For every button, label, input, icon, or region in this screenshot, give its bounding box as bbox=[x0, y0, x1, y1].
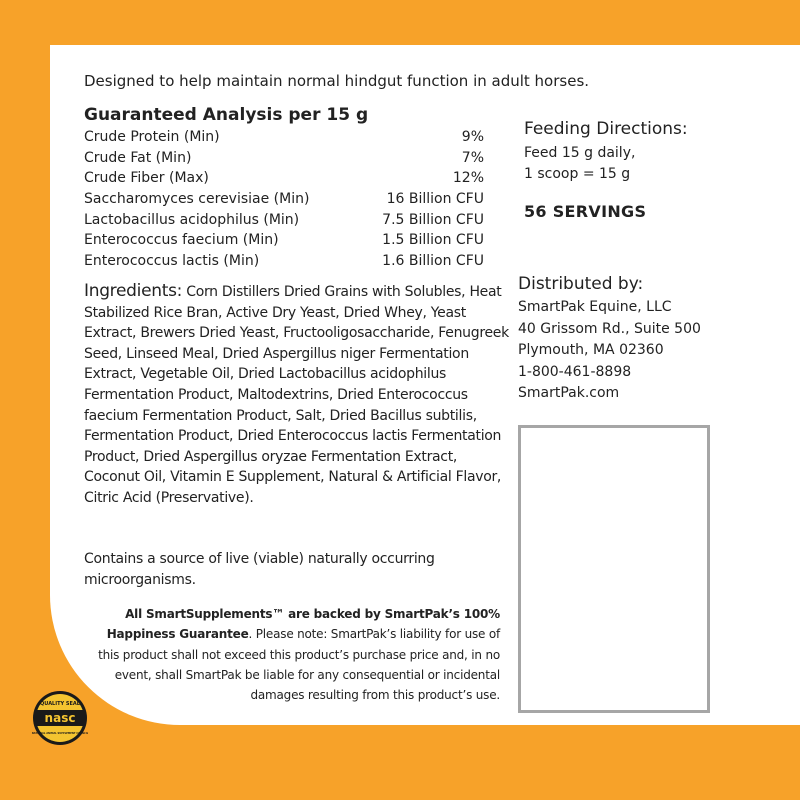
distributor-line: 1-800-461-8898 bbox=[518, 363, 632, 380]
analysis-row bbox=[84, 168, 484, 189]
analysis-name: Crude Fat (Min) bbox=[84, 149, 192, 166]
guarantee-bold: All SmartSupplements™ are backed by SmartPak’s 100% Happiness Guarantee bbox=[106, 607, 500, 642]
guarantee-note bbox=[90, 604, 500, 705]
analysis-row bbox=[84, 210, 484, 231]
distributor-line: Plymouth, MA 02360 bbox=[518, 342, 664, 358]
analysis-name: Lactobacillus acidophilus (Min) bbox=[84, 211, 300, 228]
analysis-name: Enterococcus faecium (Min) bbox=[84, 232, 279, 249]
seal-bottom-text: NATIONAL ANIMAL SUPPLEMENT COUNCIL bbox=[32, 732, 88, 735]
distributor-line: SmartPak Equine, LLC bbox=[518, 299, 672, 315]
analysis-table bbox=[84, 127, 484, 272]
seal-logo-text: nasc bbox=[44, 711, 76, 725]
analysis-name: Crude Protein (Min) bbox=[84, 129, 220, 145]
distributor-address bbox=[518, 297, 701, 405]
live-organisms-note: Contains a source of live (viable) naturally occurring microorganisms. bbox=[84, 551, 435, 588]
analysis-value: 1.5 Billion CFU bbox=[382, 232, 484, 249]
analysis-value: 9% bbox=[461, 129, 484, 145]
distributor-website: SmartPak.com bbox=[518, 385, 620, 401]
analysis-value: 12% bbox=[452, 170, 484, 187]
analysis-row bbox=[84, 251, 484, 272]
analysis-name: Enterococcus lactis (Min) bbox=[84, 253, 260, 270]
feeding-title: Feeding Directions: bbox=[524, 119, 688, 139]
analysis-name: Crude Fiber (Max) bbox=[84, 170, 209, 187]
feeding-line: Feed 15 g daily, bbox=[524, 145, 636, 161]
analysis-row bbox=[84, 189, 484, 210]
distributor-title: Distributed by: bbox=[518, 274, 644, 294]
analysis-row bbox=[84, 127, 484, 148]
analysis-row bbox=[84, 148, 484, 169]
guarantee-rest: . Please note: SmartPak’s liability for use of this product shall not exceed this product’s purchase price and, in no event, shall SmartPak be liable for any consequential or incidental damages resulting from this product’s use. bbox=[98, 627, 500, 703]
ingredients-text: Corn Distillers Dried Grains with Solubles, Heat Stabilized Rice Bran, Active Dry Yeast, Dried Whey, Yeast Extract, Brewers Dried Yeast, Fructooligosaccharide, Fenugreek Seed, Linseed Meal, Dried Aspergillus niger Fermentation Extract, Vegetable Oil, Dried Lactobacillus acidophilus Fermentation Product, Maltodextrins, Dried Enterococcus faecium Fermentation Product, Salt, Dried Bacillus subtilis, Fermentation Product, Dried Enterococcus lactis Fermentation Product, Dried Aspergillus oryzae Fermentation Extract, Coconut Oil, Vitamin E Supplement, Natural & Artificial Flavor, Citric Acid (Preservative). bbox=[84, 284, 509, 506]
analysis-title: Guaranteed Analysis per 15 g bbox=[84, 105, 369, 125]
distributor-line: 40 Grissom Rd., Suite 500 bbox=[518, 320, 701, 337]
blank-label-box bbox=[518, 425, 710, 713]
analysis-name: Saccharomyces cerevisiae (Min) bbox=[84, 191, 310, 208]
seal-top-text: QUALITY SEAL bbox=[40, 701, 80, 707]
ingredients-block bbox=[84, 281, 514, 509]
analysis-value: 7.5 Billion CFU bbox=[382, 211, 484, 228]
analysis-value: 7% bbox=[461, 149, 484, 166]
nasc-quality-seal-icon bbox=[32, 690, 88, 746]
analysis-row bbox=[84, 230, 484, 251]
analysis-value: 1.6 Billion CFU bbox=[382, 253, 484, 270]
feeding-line: 1 scoop = 15 g bbox=[524, 166, 631, 182]
servings-count: 56 SERVINGS bbox=[524, 202, 647, 221]
feeding-directions bbox=[524, 143, 635, 185]
analysis-value: 16 Billion CFU bbox=[386, 191, 484, 208]
ingredients-label: Ingredients: bbox=[84, 281, 183, 301]
intro-text: Designed to help maintain normal hindgut function in adult horses. bbox=[84, 72, 590, 90]
